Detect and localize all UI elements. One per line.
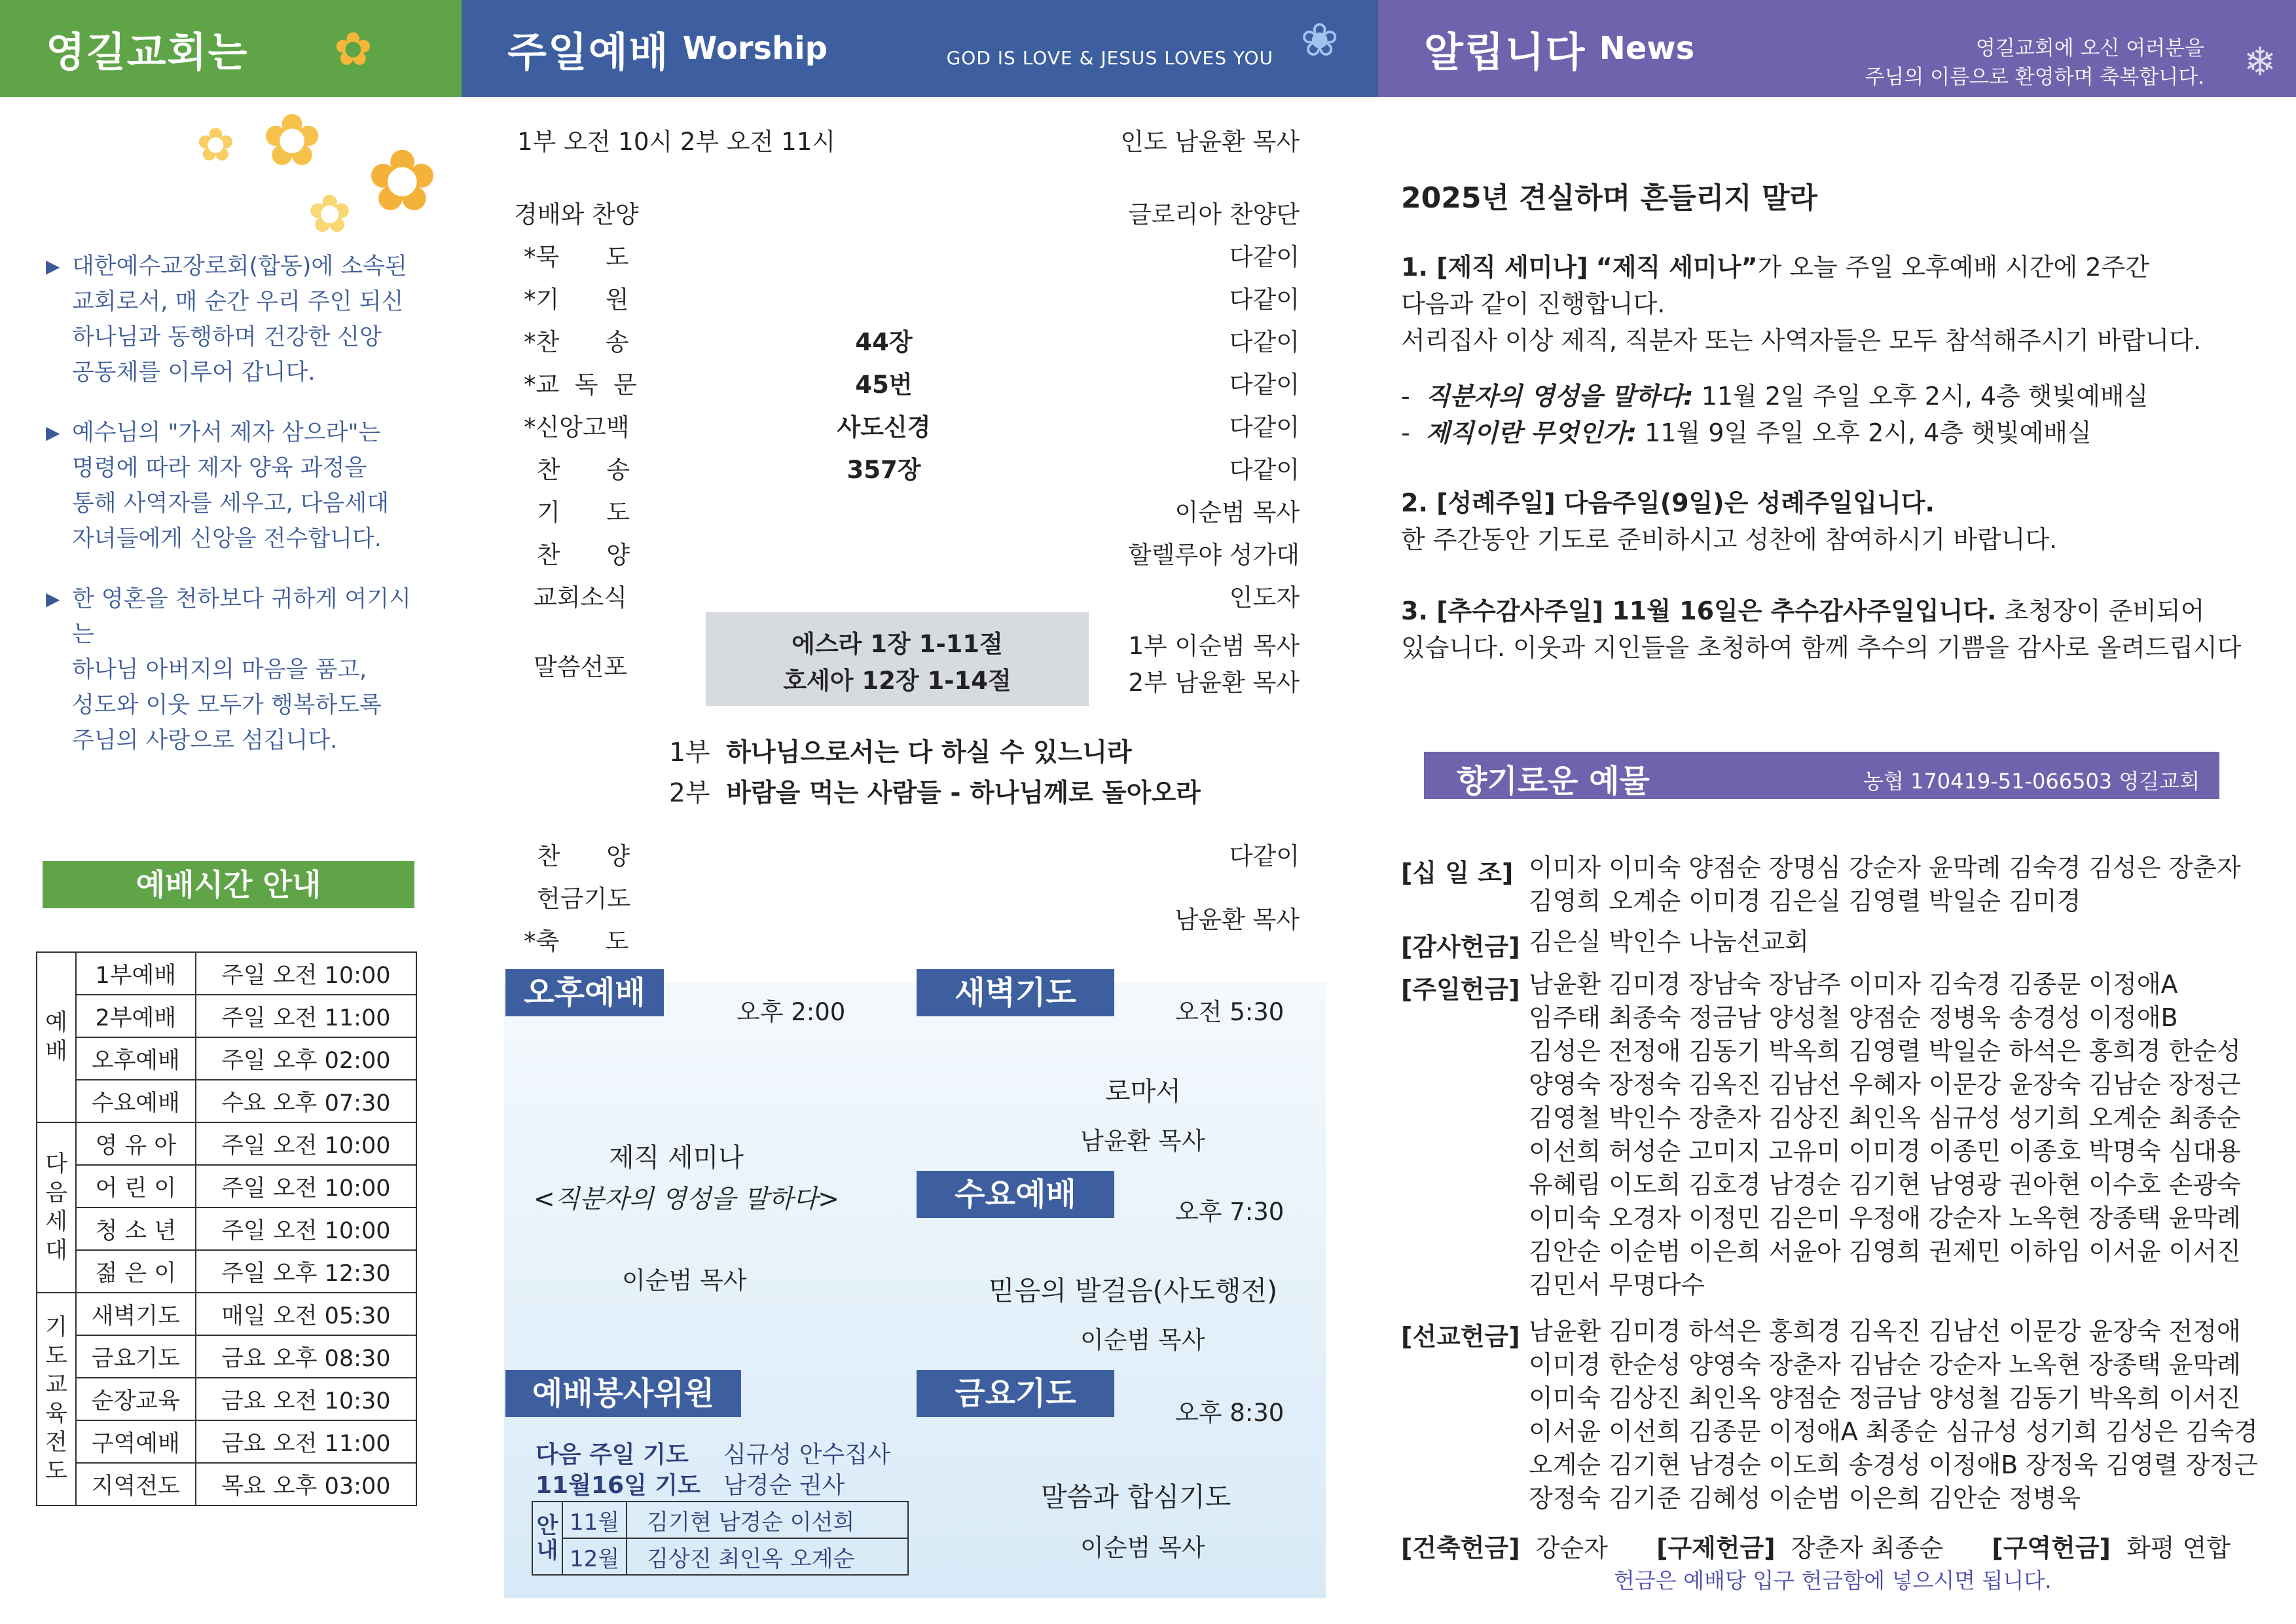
news-item-2: 2. [성례주일] 다음주일(9일)은 성례주일입니다. 한 주간동안 기도로 준비하시고 성찬에 참여하시기 바랍니다.: [1401, 489, 2058, 554]
order-item: 경배와 찬양: [514, 200, 639, 229]
table-row: 구역예배 금요 오전 11:00: [37, 1420, 416, 1463]
order-right: 할렐루야 성가대: [1128, 541, 1300, 569]
order-right: 다같이: [1229, 413, 1300, 441]
offering-banner: [1424, 752, 2219, 799]
news-item-1-details: - 직분자의 영성을 말하다: 11월 2일 주일 오후 2시, 4층 햇빛예배실 - 제직이란 무엇인가: 11월 9일 주일 오후 2시, 4층 햇빛예배실: [1401, 382, 2149, 447]
wednesday-label: 수요예배: [917, 1171, 1114, 1218]
afternoon-label: 오후예배: [505, 969, 664, 1016]
afternoon-time: 오후 2:00: [737, 998, 846, 1026]
schedule-table: [36, 951, 417, 1506]
order-mid: 357장: [847, 456, 921, 484]
order-right: 다같이: [1229, 842, 1300, 870]
group-next-generation: 다음세대: [37, 1122, 76, 1293]
offering-title: 향기로운 예물: [1457, 763, 1650, 800]
church-intro-header: [0, 0, 462, 97]
order-item: *신앙고백: [524, 413, 630, 441]
bank-account: 농협 170419-51-066503 영길교회: [1863, 769, 2200, 794]
wednesday-time: 오후 7:30: [1175, 1198, 1285, 1226]
order-mid: 44장: [855, 328, 913, 356]
preacher: 1부 이순범 목사: [1128, 632, 1300, 660]
servants-label: 예배봉사위원: [505, 1370, 741, 1417]
mission-offering-label: [선교헌금]: [1401, 1322, 1520, 1351]
news-headline: 2025년 견실하며 흔들리지 말라: [1401, 181, 1817, 215]
tithe-names: 이미자 이미숙 양점순 장명심 강순자 윤막례 김숙경 김성은 장춘자 김영희 오계순 이미경 김은실 김영렬 박일순 김미경: [1529, 853, 2241, 915]
sunday-offering-label: [주일헌금]: [1401, 975, 1520, 1004]
worship-leader: 인도 남윤환 목사: [1120, 128, 1300, 156]
table-row: 어 린 이 주일 오전 10:00: [37, 1165, 416, 1208]
intro-bullet: ▶ 예수님의 "가서 제자 삼으라"는 명령에 따라 제자 양육 과정을 통해 사역자를 세우고, 다음세대 자녀들에게 신앙을 전수합니다.: [46, 415, 426, 557]
dawn-speaker: 남윤환 목사: [1080, 1127, 1205, 1155]
dawn-book: 로마서: [1105, 1077, 1181, 1107]
order-right: 다같이: [1229, 286, 1300, 314]
afternoon-speaker: 이순범 목사: [622, 1266, 747, 1295]
blue-flower-icon: ❀: [1300, 13, 1339, 67]
flower-icon: ✿: [334, 22, 373, 76]
order-right: 글로리아 찬양단: [1128, 200, 1300, 229]
order-right: 남윤환 목사: [1175, 906, 1300, 934]
order-right: 다같이: [1229, 328, 1300, 356]
order-right: 다같이: [1229, 456, 1300, 484]
scripture-box: [706, 612, 1089, 706]
order-item: 기 도: [537, 498, 630, 526]
sunday-offering-names: 남윤환 김미경 장남숙 장남주 이미자 김숙경 김종문 이정애A 임주태 최종숙 정금남 양성철 양점순 정병욱 송경성 이정애B 김성은 전정애 김동기 박옥희 김영렬 박일순 하석은 홍희경 한순성 양영숙 장정숙 김옥진 김남선 우혜자 이문강 윤장숙 김남순 장정근 김영철 박인수 장춘자 김상진 최인옥 심규성 성기희 오계순 최종순 이선희 허성순 고미지 고유미 이미경 이종민 이종호 박명숙 심대용 유혜림 이도희 김호경 남경순 김기현 남영광 권아현 이수호 손광숙 이미숙 오경자 이정민 김은미 우정애 강순자 노옥현 장종택 윤막례 김안순 이순범 이은희 서윤아 김영희 권제민 이하임 이서윤 이서진 김민서 무명다수: [1529, 970, 2241, 1299]
news-title-en: News: [1599, 30, 1695, 67]
order-right: 다같이: [1229, 371, 1300, 399]
order-item: 헌금기도: [537, 885, 630, 913]
order-right: 이순범 목사: [1175, 498, 1300, 526]
table-row: 예배 1부예배 주일 오전 10:00: [37, 952, 416, 995]
friday-time: 오후 8:30: [1175, 1399, 1285, 1427]
afternoon-title: 제직 세미나: [609, 1143, 744, 1173]
triangle-icon: ▶: [46, 588, 60, 610]
intro-bullet: ▶ 대한예수교장로회(합동)에 소속된 교회로서, 매 순간 우리 주인 되신 하나님과 동행하며 건강한 신앙 공동체를 이루어 갑니다.: [46, 249, 426, 390]
service-times: 1부 오전 10시 2부 오전 11시: [517, 128, 835, 156]
order-item: 찬 양: [537, 541, 630, 569]
flower-icon: ✿: [196, 118, 235, 172]
news-item-1: 1. [제직 세미나] “제직 세미나”가 오늘 주일 오후예배 시간에 2주간 다음과 같이 진행합니다. 서리집사 이상 제직, 직분자 또는 사역자들은 모두 참석해주시기 바랍니다.: [1401, 253, 2202, 355]
table-row: 2부예배 주일 오전 11:00: [37, 995, 416, 1037]
worship-motto: GOD IS LOVE & JESUS LOVES YOU: [946, 47, 1273, 69]
order-item: 교회소식: [534, 583, 627, 612]
table-row: 청 소 년 주일 오전 10:00: [37, 1208, 416, 1250]
sermon-title-2: 2부 바람을 먹는 사람들 - 하나님께로 돌아오라: [669, 779, 1201, 808]
table-row: 금요기도 금요 오후 08:30: [37, 1335, 416, 1378]
sermon-label: 말씀선포: [534, 653, 627, 681]
order-mid: 45번: [855, 371, 913, 399]
afternoon-subtitle: <직분자의 영성을 말하다>: [534, 1185, 839, 1214]
table-row: 순장교육 금요 오전 10:30: [37, 1378, 416, 1420]
welcome-message: 영길교회에 오신 여러분을 주님의 이름으로 환영하며 축복합니다.: [1865, 37, 2204, 89]
table-row: 12월 김상진 최인옥 오계순: [532, 1538, 908, 1575]
worship-header: [462, 0, 1378, 97]
other-offerings: [건축헌금] 강순자 [구제헌금] 장춘자 최종순 [구역헌금] 화평 연합: [1401, 1534, 2231, 1562]
order-item: 찬 송: [537, 456, 630, 484]
order-mid: 사도신경: [837, 413, 931, 441]
news-header: [1378, 0, 2296, 97]
next-prayer-key: 다음 주일 기도: [536, 1441, 689, 1468]
order-right: 인도자: [1229, 583, 1300, 612]
group-worship: 예배: [37, 952, 76, 1122]
group-prayer-education: 기도교육전도: [37, 1293, 76, 1505]
flower-icon: ✿: [367, 131, 438, 231]
usher-label: 안내: [532, 1502, 562, 1575]
table-row: 기도교육전도 새벽기도 매일 오전 05:30: [37, 1293, 416, 1335]
table-row: 다음세대 영 유 아 주일 오전 10:00: [37, 1122, 416, 1165]
tithe-label: [십 일 조]: [1401, 858, 1514, 887]
church-intro-title: 영길교회는: [46, 28, 249, 76]
order-right: 다같이: [1229, 243, 1300, 271]
table-row: 지역전도 목요 오후 03:00: [37, 1463, 416, 1505]
friday-title: 말씀과 합심기도: [1041, 1481, 1231, 1513]
scripture-reading: 에스라 1장 1-11절: [792, 630, 1003, 658]
news-item-3: 3. [추수감사주일] 11월 16일은 추수감사주일입니다. 초청장이 준비되어 있습니다. 이웃과 지인들을 초청하여 함께 추수의 기쁨을 감사로 올려드립시다: [1401, 597, 2242, 662]
nov16-prayer-value: 남경순 권사: [723, 1472, 845, 1499]
table-row: 안내 11월 김기현 남경순 이선희: [532, 1502, 908, 1538]
thanks-label: [감사헌금]: [1401, 932, 1520, 961]
intro-bullet: ▶ 한 영혼을 천하보다 귀하게 여기시는 하나님 아버지의 마음을 품고, 성도와 이웃 모두가 행복하도록 주님의 사랑으로 섬깁니다.: [46, 581, 426, 758]
order-item: *축 도: [524, 927, 629, 955]
order-item: *기 원: [524, 286, 629, 314]
triangle-icon: ▶: [46, 422, 60, 443]
scripture-reading: 호세아 12장 1-14절: [783, 667, 1011, 695]
sermon-title-1: 1부 하나님으로서는 다 하실 수 있느니라: [669, 738, 1132, 767]
table-row: 오후예배 주일 오후 02:00: [37, 1037, 416, 1080]
news-title: 알립니다: [1424, 28, 1586, 76]
schedule-title: 예배시간 안내: [43, 861, 414, 908]
offering-note: 헌금은 예배당 입구 헌금함에 넣으시면 됩니다.: [1614, 1568, 2052, 1593]
thanks-names: 김은실 박인수 나눔선교회: [1529, 927, 1809, 956]
worship-title-en: Worship: [682, 30, 828, 67]
order-item: *묵 도: [524, 243, 629, 271]
friday-label: 금요기도: [917, 1370, 1114, 1417]
usher-table: [532, 1501, 909, 1576]
nov16-prayer-key: 11월16일 기도: [536, 1472, 701, 1499]
next-prayer-value: 심규성 안수집사: [723, 1441, 890, 1468]
order-item: *찬 송: [524, 328, 629, 356]
flower-icon: ✿: [262, 98, 323, 182]
table-row: 젊 은 이 주일 오후 12:30: [37, 1250, 416, 1293]
triangle-icon: ▶: [46, 255, 60, 277]
table-row: 수요예배 수요 오후 07:30: [37, 1080, 416, 1122]
order-item: 찬 양: [537, 842, 630, 870]
dawn-time: 오전 5:30: [1175, 998, 1285, 1026]
snowflake-icon: ❄: [2243, 39, 2276, 85]
dawn-label: 새벽기도: [917, 969, 1114, 1016]
friday-speaker: 이순범 목사: [1080, 1534, 1205, 1562]
worship-title: 주일예배: [507, 28, 670, 76]
wednesday-speaker: 이순범 목사: [1080, 1326, 1205, 1354]
mission-offering-names: 남윤환 김미경 하석은 홍희경 김옥진 김남선 이문강 윤장숙 전정애 이미경 한순성 양영숙 장춘자 김남순 강순자 노옥현 장종택 윤막례 이미숙 김상진 최인옥 양점순 정금남 양성철 김동기 박옥희 이서진 이서윤 이선희 김종문 이정애A 최종순 심규성 성기희 김성은 김숙경 오계순 김기현 남경순 이도희 송경성 이정애B 장정욱 김영렬 장정근 장정숙 김기준 김혜성 이순범 이은희 김안순 정병욱: [1529, 1317, 2258, 1513]
preacher: 2부 남윤환 목사: [1128, 669, 1300, 697]
wednesday-title: 믿음의 발걸음(사도행전): [989, 1275, 1278, 1306]
order-item: *교 독 문: [524, 371, 637, 399]
flower-icon: ✿: [308, 183, 352, 244]
